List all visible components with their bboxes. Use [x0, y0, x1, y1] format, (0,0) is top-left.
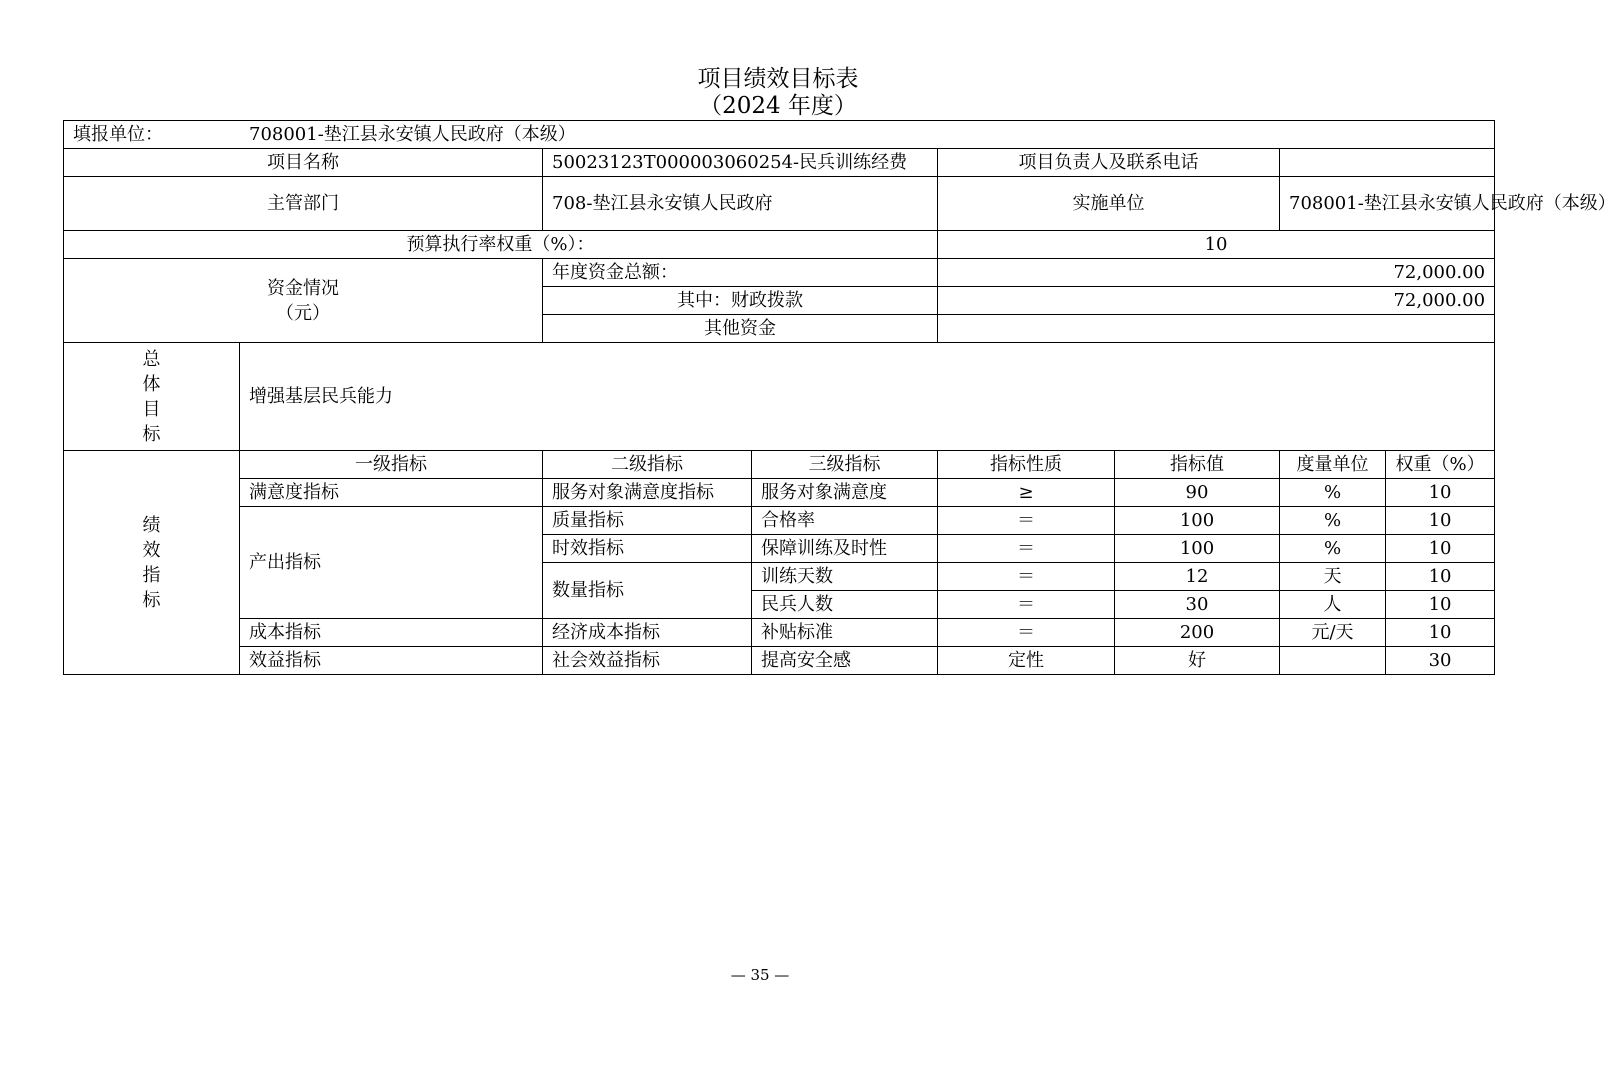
level3-cell: 补贴标准 [752, 619, 938, 647]
level3-cell: 合格率 [752, 507, 938, 535]
indicator-header-row [64, 451, 1495, 479]
level2-cell: 数量指标 [543, 563, 752, 619]
budget-rate-label: 预算执行率权重（%）： [64, 231, 938, 259]
perf-char: 标 [142, 589, 161, 611]
level3-cell: 保障训练及时性 [752, 535, 938, 563]
impl-label: 实施单位 [938, 177, 1280, 231]
goal-char: 体 [142, 373, 161, 395]
perf-char: 效 [142, 539, 161, 561]
table-row [64, 479, 1495, 507]
impl-value: 708001-垫江县永安镇人民政府（本级） [1280, 177, 1495, 231]
nature-cell: ＝ [938, 563, 1115, 591]
fiscal-label: 其中：财政拨款 [543, 287, 938, 315]
page-number: — 35 — [730, 966, 790, 984]
unit-cell: % [1280, 507, 1386, 535]
goal-char: 总 [142, 348, 161, 370]
performance-indicator-label [64, 451, 240, 675]
funds-label-line1: 资金情况 [267, 277, 339, 299]
level2-cell: 时效指标 [543, 535, 752, 563]
weight-cell: 10 [1386, 535, 1495, 563]
contact-label: 项目负责人及联系电话 [938, 149, 1280, 177]
page-title: 项目绩效目标表 [697, 66, 859, 92]
budget-rate-value: 10 [938, 231, 1495, 259]
nature-cell: 定性 [938, 647, 1115, 675]
unit-cell: % [1280, 535, 1386, 563]
unit-row [64, 121, 1495, 149]
annual-total-value: 72,000.00 [938, 259, 1495, 287]
value-cell: 12 [1115, 563, 1280, 591]
header-level1: 一级指标 [240, 451, 543, 479]
nature-cell: ＝ [938, 535, 1115, 563]
other-funds-value [938, 315, 1495, 343]
funds-label-line2: （元） [276, 302, 330, 324]
contact-value [1280, 149, 1495, 177]
level1-cell: 效益指标 [240, 647, 543, 675]
weight-cell: 10 [1386, 563, 1495, 591]
level2-cell: 社会效益指标 [543, 647, 752, 675]
value-cell: 200 [1115, 619, 1280, 647]
other-funds-label: 其他资金 [543, 315, 938, 343]
header-nature: 指标性质 [938, 451, 1115, 479]
goal-char: 标 [142, 423, 161, 445]
funds-label [64, 259, 543, 343]
project-name-row [64, 149, 1495, 177]
value-cell: 好 [1115, 647, 1280, 675]
header-level3: 三级指标 [752, 451, 938, 479]
level3-cell: 民兵人数 [752, 591, 938, 619]
dept-row [64, 177, 1495, 231]
dept-value: 708-垫江县永安镇人民政府 [543, 177, 938, 231]
annual-total-row [64, 259, 1495, 287]
level3-cell: 服务对象满意度 [752, 479, 938, 507]
weight-cell: 30 [1386, 647, 1495, 675]
perf-char: 绩 [142, 514, 161, 536]
level1-cell: 成本指标 [240, 619, 543, 647]
value-cell: 100 [1115, 507, 1280, 535]
header-level2: 二级指标 [543, 451, 752, 479]
table-row [64, 647, 1495, 675]
nature-cell: ≥ [938, 479, 1115, 507]
nature-cell: ＝ [938, 507, 1115, 535]
weight-cell: 10 [1386, 507, 1495, 535]
goal-char: 目 [142, 398, 161, 420]
project-name-value: 50023123T000003060254-民兵训练经费 [543, 149, 938, 177]
value-cell: 30 [1115, 591, 1280, 619]
nature-cell: ＝ [938, 591, 1115, 619]
unit-cell: 天 [1280, 563, 1386, 591]
level2-cell: 服务对象满意度指标 [543, 479, 752, 507]
page-subtitle: （2024 年度） [699, 93, 857, 119]
value-cell: 100 [1115, 535, 1280, 563]
unit-cell: % [1280, 479, 1386, 507]
project-name-label: 项目名称 [64, 149, 543, 177]
unit-value: 708001-垫江县永安镇人民政府（本级） [249, 124, 576, 145]
value-cell: 90 [1115, 479, 1280, 507]
table-row [64, 619, 1495, 647]
weight-cell: 10 [1386, 591, 1495, 619]
overall-goal-value: 增强基层民兵能力 [240, 343, 1495, 451]
weight-cell: 10 [1386, 619, 1495, 647]
budget-rate-row [64, 231, 1495, 259]
table-row [64, 507, 1495, 535]
performance-table [63, 120, 1616, 675]
overall-goal-row [64, 343, 1495, 451]
dept-label: 主管部门 [64, 177, 543, 231]
level3-cell: 训练天数 [752, 563, 938, 591]
header-value: 指标值 [1115, 451, 1280, 479]
nature-cell: ＝ [938, 619, 1115, 647]
unit-cell [64, 121, 1495, 149]
unit-cell: 元/天 [1280, 619, 1386, 647]
perf-char: 指 [142, 564, 161, 586]
unit-label: 填报单位： [73, 124, 163, 145]
level2-cell: 质量指标 [543, 507, 752, 535]
annual-total-label: 年度资金总额： [543, 259, 938, 287]
overall-goal-label [64, 343, 240, 451]
weight-cell: 10 [1386, 479, 1495, 507]
level3-cell: 提高安全感 [752, 647, 938, 675]
level1-cell: 满意度指标 [240, 479, 543, 507]
unit-cell [1280, 647, 1386, 675]
level2-cell: 经济成本指标 [543, 619, 752, 647]
header-unit: 度量单位 [1280, 451, 1386, 479]
header-weight: 权重（%） [1386, 451, 1495, 479]
level1-cell: 产出指标 [240, 507, 543, 619]
unit-cell: 人 [1280, 591, 1386, 619]
fiscal-value: 72,000.00 [938, 287, 1495, 315]
